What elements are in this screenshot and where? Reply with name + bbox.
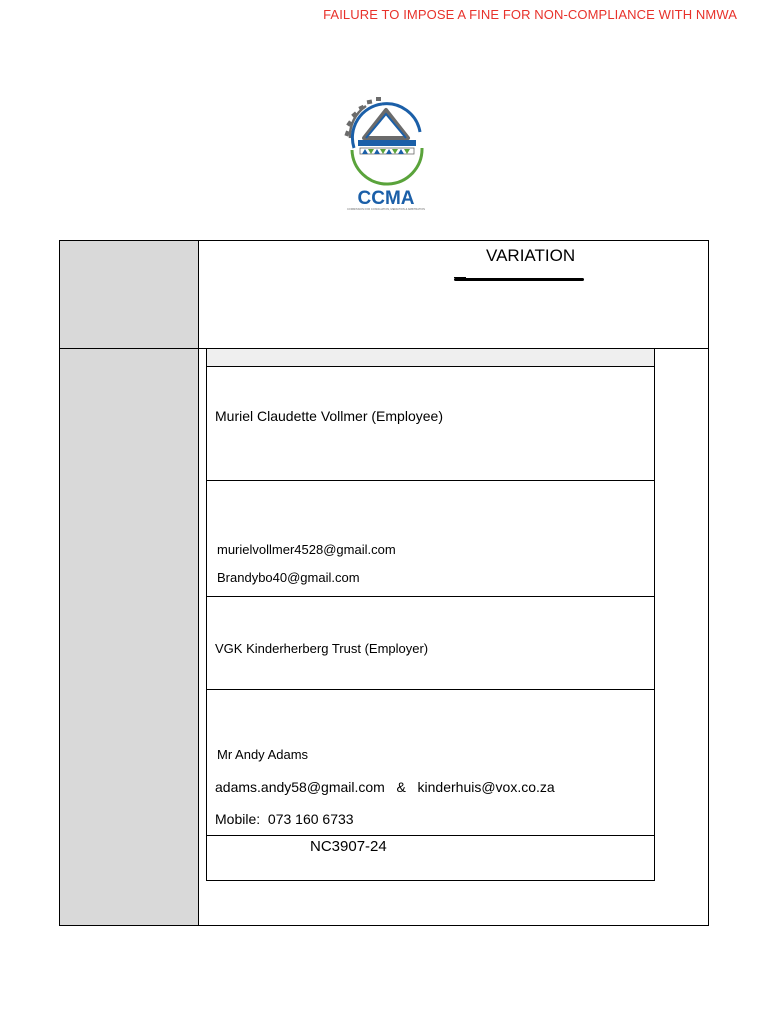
row-divider	[207, 835, 654, 836]
header-note: FAILURE TO IMPOSE A FINE FOR NON-COMPLIANCE WITH NMWA	[323, 7, 737, 22]
employer-contact-name: Mr Andy Adams	[217, 747, 309, 762]
ccma-logo	[336, 92, 436, 214]
row-divider	[207, 480, 654, 481]
logo-wordmark: CCMA	[357, 188, 415, 209]
row-divider	[207, 689, 654, 690]
row-divider	[207, 596, 654, 597]
case-number: NC3907-24	[310, 838, 387, 855]
parties-header-row	[207, 349, 654, 367]
employer-mobile: Mobile: 073 160 6733	[215, 811, 354, 827]
employee-email-1: murielvollmer4528@gmail.com	[217, 542, 396, 557]
document-title: VARIATION	[486, 246, 576, 265]
employer-emails: adams.andy58@gmail.com & kinderhuis@vox.co.za	[215, 779, 555, 795]
title-underline	[454, 278, 584, 281]
parties-table	[206, 349, 655, 881]
employer-name: VGK Kinderherberg Trust (Employer)	[215, 641, 429, 656]
logo-tagline: COMMISSION FOR CONCILIATION, MEDIATION & ARBITRATION	[346, 208, 426, 211]
case-details-table	[59, 240, 709, 926]
employee-email-2: Brandybo40@gmail.com	[217, 570, 360, 585]
employee-name: Muriel Claudette Vollmer (Employee)	[215, 408, 443, 424]
left-label-cell-bottom	[60, 349, 199, 925]
left-label-cell-top	[60, 241, 199, 349]
